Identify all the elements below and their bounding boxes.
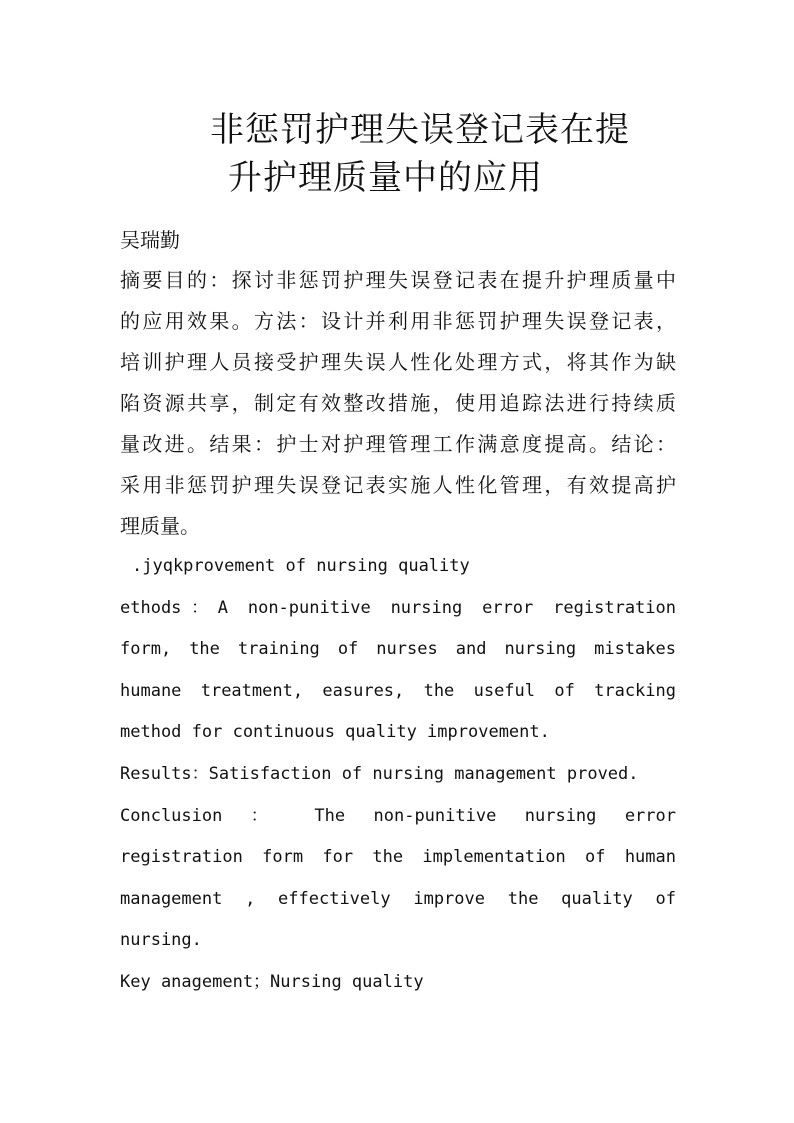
abstract-cn-line: 陷资源共享，制定有效整改措施，使用追踪法进行持续质 [120,391,676,415]
abstract-cn-line: 培训护理人员接受护理失误人性化处理方式，将其作为缺 [120,350,676,374]
conclusion-line: nursing. [120,930,202,951]
document-title-line-1: 非惩罚护理失误登记表在提 [210,110,630,150]
document-title-line-2: 升护理质量中的应用 [228,158,543,198]
abstract-cn-line: 量改进。结果：护士对护理管理工作满意度提高。结论： [120,432,676,456]
english-title-fragment: .jyqkprovement of nursing quality [132,556,470,576]
abstract-cn-line: 的应用效果。方法：设计并利用非惩罚护理失误登记表， [120,309,676,333]
abstract-cn-line: 摘要目的：探讨非惩罚护理失误登记表在提升护理质量中 [120,268,676,292]
author-name: 吴瑞勤 [120,228,180,252]
conclusion-line: management , effectively improve the quality of [120,888,676,909]
abstract-cn-line: 采用非惩罚护理失误登记表实施人性化管理，有效提高护 [120,473,676,497]
chinese-abstract [120,260,676,547]
conclusion-line: registration form for the implementation of human [120,847,676,868]
methods-line: humane treatment, easures, the useful of tracking [120,680,676,701]
results-line: Results：Satisfaction of nursing management proved. [120,763,639,784]
methods-line: method for continuous quality improvement. [120,722,550,743]
abstract-cn-line: 理质量。 [120,514,200,538]
english-abstract [120,546,676,1004]
conclusion-line: Conclusion ： The non-punitive nursing error [120,805,676,826]
methods-line: ethods：A non-punitive nursing error registration [120,597,676,618]
methods-line: form, the training of nurses and nursing mistakes [120,639,676,660]
keywords-line: Key anagement；Nursing quality [120,971,424,992]
